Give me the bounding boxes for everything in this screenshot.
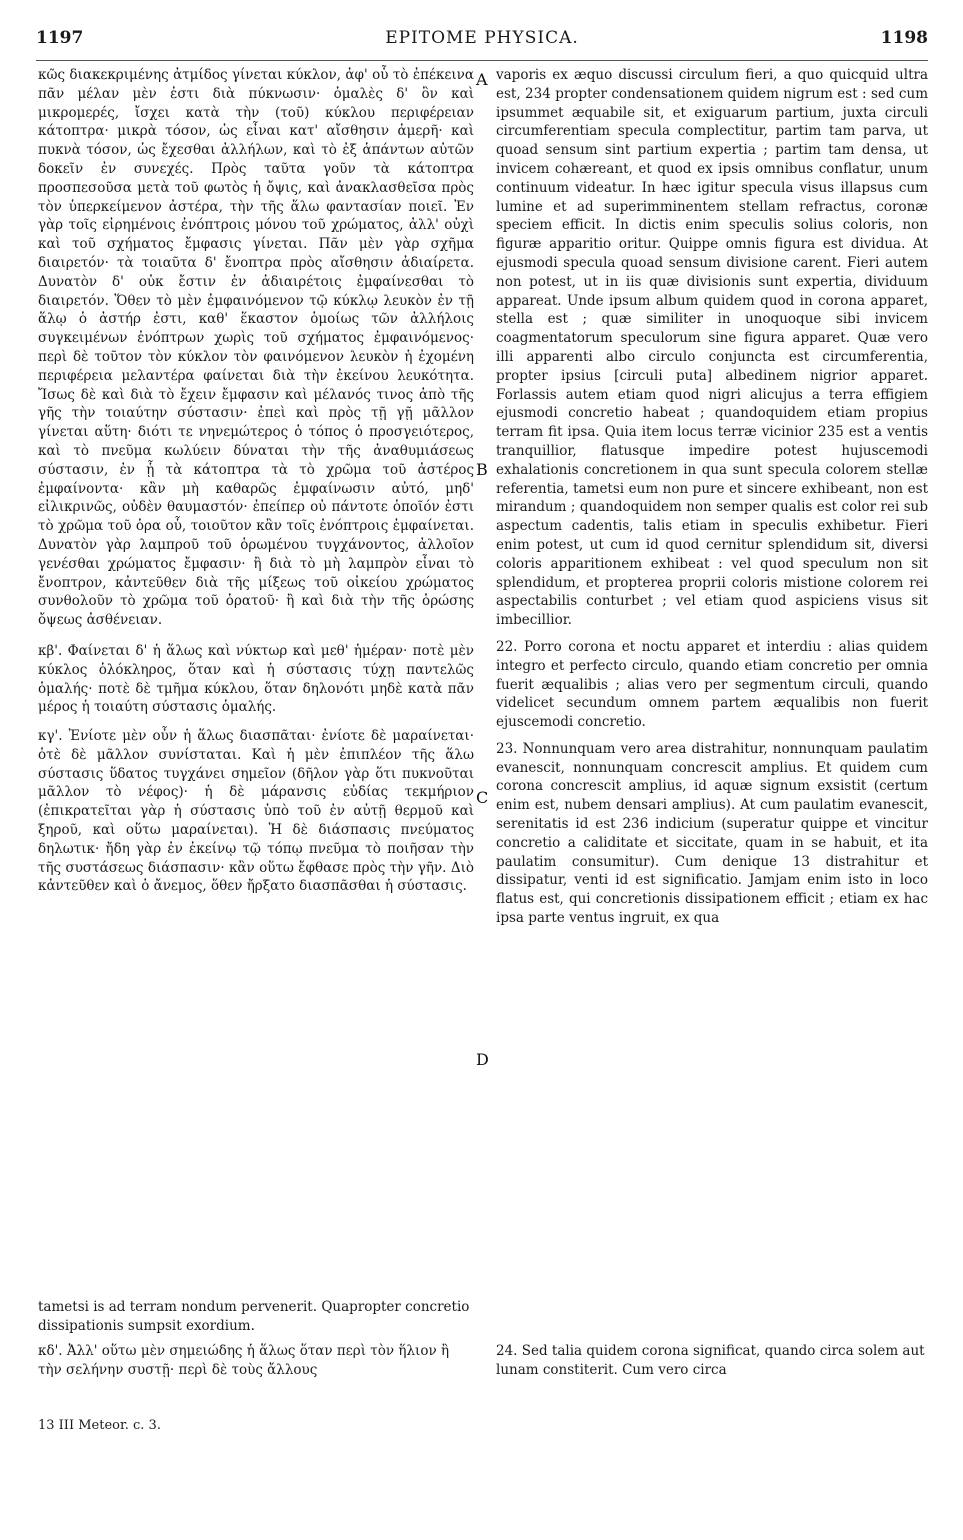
latin-crossover-text: tametsi is ad terram nondum pervenerit. Quapropter concretio dissipationis sumpsit exordium.	[38, 1299, 470, 1334]
running-title: EPITOME PHYSICA.	[385, 28, 579, 48]
column-marker-d: D	[476, 1050, 489, 1069]
page-header	[36, 28, 928, 58]
header-rule	[36, 60, 928, 61]
column-marker-a: A	[476, 70, 488, 89]
latin-column	[496, 66, 928, 928]
greek-paragraph-22: κβ'. Φαίνεται δ' ἡ ἅλως καὶ νύκτωρ καὶ μεθ' ἡμέραν· ποτὲ μὲν κύκλος ὁλόκληρος, ὅταν καὶ ἡ σύστασις τύχῃ παντελῶς ὁμαλής· ποτὲ δὲ τμῆμα κύκλου, ὅταν δηλονότι μηδὲ κατὰ πᾶν μέρος ἡ τοιαύτη σύστασις ὁμαλής.	[38, 642, 474, 716]
greek-paragraph-23: κγ'. Ἐνίοτε μὲν οὖν ἡ ἅλως διασπᾶται· ἐνίοτε δὲ μαραίνεται· ὁτὲ δὲ μᾶλλον συνίσταται. Καὶ ἡ μὲν ἐπιπλέον τῆς ἅλω σύστασις ὕδατος τυγχάνει σημεῖον (δῆλον γὰρ ὅτι πυκνοῦται μᾶλλον τὸ νέφος)· ἡ δὲ μάρανσις εὐδίας τεκμήριον (ἐπικρατεῖται γὰρ ἡ σύστασις ὑπὸ τοῦ ἐν αὐτῇ θερμοῦ καὶ ξηροῦ, καὶ οὕτω μαραίνεται). Ἡ δὲ διάσπασις πνεύματος δηλωτικ· ἤδη γὰρ ἐν ἐκείνῳ τῷ τόπῳ πνεῦμα τὸ ποιῆσαν τὴν τῆς συστάσεως διάσπασιν· κἂν οὕτω ἔφθασε πρὸς τὴν γῆν. Διὸ κἀντεῦθεν καὶ ὁ ἄνεμος, ὅθεν ἤρξατο διασπᾶσθαι ἡ σύστασις.	[38, 728, 474, 895]
left-page-number: 1197	[36, 28, 84, 48]
right-page-number: 1198	[880, 28, 928, 48]
latin-paragraph-1: vaporis ex æquo discussi circulum fieri, a quo quicquid ultra est, 234 propter condensationem quidem nigrum est : sed cum ipsummet æquabile sit, et exiguarum partium, juxta circuli circumferentiam specula complectitur, partim tam parva, ut quoad sensum sint partium expertia ; partim tam densa, ut invicem cohæreant, et quod ex ipsis omnibus conflatur, unum continuum videatur. In hæc igitur specula visus illapsus cum lumine et ad superimminentem stellam refractus, coronæ speciem efficit. In dictis enim speculis solius coloris, non figuræ apparitio oritur. Quippe omnis figura est dividua. At ejusmodi specula quoad sensum divisione carent. Fieri autem non potest, ut in iis quæ divisionis sunt expertia, dividuum appareat. Unde ipsum album quidem quod in corona apparet, stella est ; quæ similiter in unoquoque sibi invicem coagmentatorum speculorum sine figura apparet. Quæ vero illi apparenti albo circulo conjuncta est circumferentia, propter ipsius [circuli puta] albedinem nigrior apparet. Forlassis autem etiam quod nigri alicujus a terra effigiem ejusmodi concretio habeat ; quandoquidem etiam propius terram fit ipsa. Quia item locus terræ vicinior 235 est a ventis tranquillior, flatusque impedire potest hujuscemodi exhalationis concretionem in qua sunt specula colorem stellæ referentia, tametsi eum non pure et sincere exhibeant, non est mirandum ; quandoquidem non semper qualis est color rei sub aspectum cadentis, talis etiam in speculis exhibetur. Fieri enim potest, ut cum id quod cernitur splendidum sit, diversi coloris apparitionem exhibeat : vel quod speculum non sit splendidum, et propterea proprii coloris mistione colorem rei aspectabilis conturbet ; vel etiam quod aspiciens visus sit imbecillior.	[496, 67, 928, 629]
latin-paragraph-23: 23. Nonnunquam vero area distrahitur, nonnunquam paulatim evanescit, nonnunquam concrescit amplius. Et quidem cum corona concrescit amplius, id aquæ signum exsistit (certum enim est, nubem densari amplius). At cum paulatim evanescit, serenitatis id est 236 indicium (superatur quippe et vincitur concretio a caliditate et siccitate, quam in se habuit, et ita paulatim consumitur). Cum denique 13 distrahitur et dissipatur, venti id est significatio. Jamjam enim isto in loco flatus est, qui concretionis dissipationem efficit ; etiam ex hac ipsa parte ventus ingruit, ex qua	[496, 740, 928, 927]
latin-paragraph-24: 24. Sed talia quidem corona significat, quando circa solem aut lunam constiterit. Cum vero circa	[496, 1343, 925, 1378]
greek-paragraph-24: κδ'. Ἀλλ' οὕτω μὲν σημειώδης ἡ ἅλως ὅταν περὶ τὸν ἥλιον ἢ τὴν σελήνην συστῇ· περὶ δὲ τοὺς ἄλλους	[38, 1343, 450, 1378]
column-marker-b: B	[476, 460, 488, 479]
greek-paragraph-1: κῶς διακεκριμένης ἀτμίδος γίνεται κύκλον, ἀφ' οὗ τὸ ἐπέκεινα πᾶν μέλαν μὲν ἐστι διὰ πύκνωσιν· ὁμαλὲς δ' ὂν καὶ μικρομερές, ἴσχει κατὰ τὴν (τοῦ) κύκλου περιφέρειαν κάτοπτρα· μικρὰ τόσον, ὡς εἶναι κατ' αἴσθησιν ἀμερῆ· καὶ πυκνὰ τόσον, ὡς ἔχεσθαι ἀλλήλων, καὶ τὸ ἐξ ἁπάντων αὐτῶν δοκεῖν ἐν συνεχές. Πρὸς ταῦτα γοῦν τὰ κάτοπτρα προσπεσοῦσα μετὰ τοῦ φωτὸς ἡ ὄψις, καὶ ἀνακλασθεῖσα πρὸς τὸν ὑπερκείμενον ἀστέρα, τὴν τῆς ἅλω φαντασίαν ποιεῖ. Ἐν γὰρ τοῖς εἰρημένοις ἐνόπτροις μόνου τοῦ χρώματος, ἀλλ' οὐχὶ καὶ τοῦ σχήματος ἔμφασις γίνεται. Πᾶν μὲν γὰρ σχῆμα διαιρετόν· τὰ τοιαῦτα δ' ἔνοπτρα πρὸς αἴσθησιν ἀδιαίρετα. Δυνατὸν δ' οὐκ ἔστιν ἐν ἀδιαιρέτοις ἐμφαίνεσθαι τὸ διαιρετόν. Ὅθεν τὸ μὲν ἐμφαινόμενον τῷ κύκλῳ λευκὸν ἐν τῇ ἅλῳ ὁ ἀστήρ ἐστι, καθ' ἕκαστον ὁμοίως τῶν ἀλλήλοις συγκειμένων ἐνόπτρων χωρὶς τοῦ σχήματος ἐμφαινόμενος· περὶ δὲ τοῦτον τὸν κύκλον τὸν φαινόμενον λευκὸν ἡ ἐχομένη περιφέρεια μελαντέρα φαίνεται διὰ τὴν ἐκείνου λευκότητα. Ἴσως δὲ καὶ διὰ τὸ ἔχειν ἔμφασιν καὶ μέλανός τινος ἀπὸ τῆς γῆς τὴν τοιαύτην σύστασιν· ἐπεὶ καὶ πρὸς τῇ γῇ μᾶλλον γίνεται αὕτη· διότι τε νηνεμώτερος ὁ τόπος ὁ προσγειότερος, καὶ τὸ πνεῦμα κωλύειν δύναται τὴν τῆς ἀναθυμιάσεως σύστασιν, ἐν ᾗ τὰ κάτοπτρα τὰ τὸ χρῶμα τοῦ ἀστέρος ἐμφαίνοντα· κἂν μὴ καθαρῶς ἐμφαίνωσιν αὐτό, μηδ' εἰλικρινῶς, οὐδὲν θαυμαστόν· ἐπείπερ οὐ πάντοτε ὁποῖόν ἐστι τὸ χρῶμα τοῦ ὁρα οὗ, τοιοῦτον κἂν τοῖς ἐνόπτροις ἐμφαίνεται. Δυνατὸν γὰρ λαμπροῦ τοῦ ὁρωμένου τυγχάνοντος, ἀλλοῖον γενέσθαι χρώματος ἔμφασιν· ἢ διὰ τὸ μὴ λαμπρὸν εἶναι τὸ ἔνοπτρον, κἀντεῦθεν διὰ τῆς μίξεως τοῦ οἰκείου χρώματος συνθολοῦν τὸ χρῶμα τοῦ ὁρατοῦ· ἢ καὶ διὰ τὴν τῆς ὁρώσης ὄψεως ἀσθένειαν.	[38, 67, 474, 629]
greek-column	[38, 66, 474, 896]
latin-paragraph-22: 22. Porro corona et noctu apparet et interdiu : alias quidem integro et perfecto circulo, quando etiam concretio per omnia fuerit æqualibis ; alias vero per segmentum circuli, quando videlicet secundum omnem partem æqualibis non fuerit ejuscemodi concretio.	[496, 638, 928, 731]
column-marker-c: C	[476, 788, 489, 807]
footnote: 13 III Meteor. c. 3.	[38, 1418, 161, 1433]
